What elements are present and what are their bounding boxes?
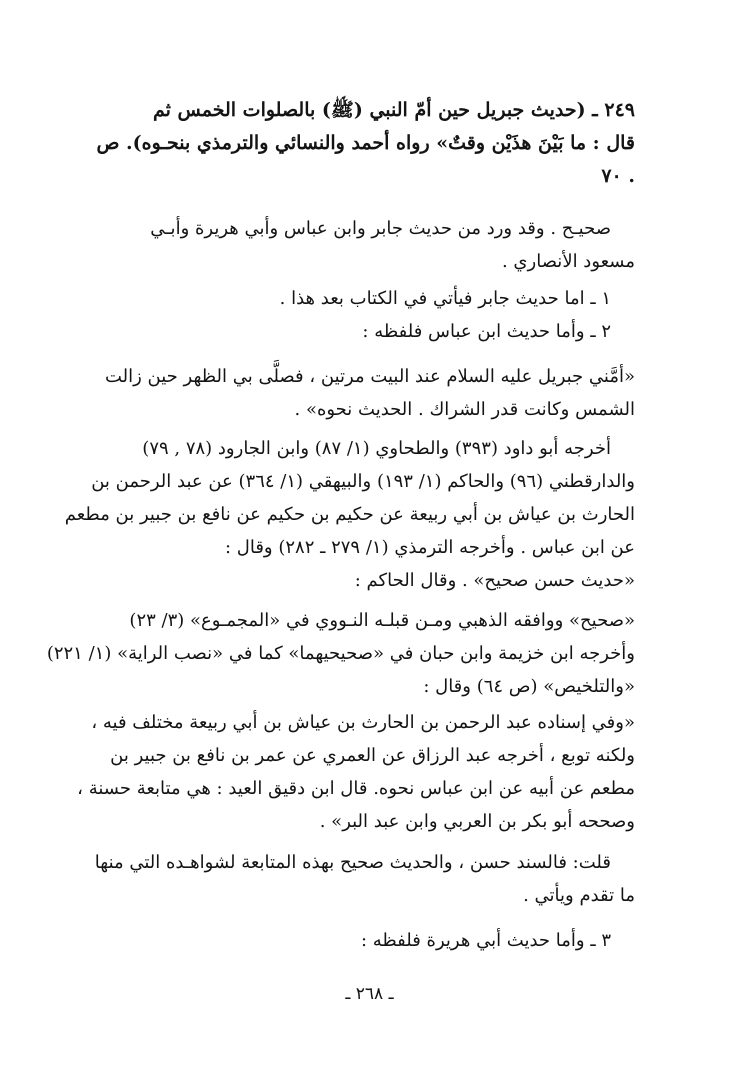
takhrij-line: الحارث بن عياش بن أبي ربيعة عن حكيم بن حكيم عن نافع بن جبير بن مطعم <box>64 504 635 525</box>
hadith-heading <box>74 94 635 193</box>
takhrij-line: أخرجه أبو داود (٣٩٣) والطحاوي (١/ ٨٧) وابن الجارود (٧٨ , ٧٩) <box>142 438 611 459</box>
quote-talkhis <box>74 706 635 838</box>
point-3-text: ٣ ـ وأما حديث أبي هريرة فلفظه : <box>360 930 611 951</box>
quote-line: «وفي إسناده عبد الرحمن بن الحارث بن عياش بن أبي ربيعة مختلف فيه ، <box>91 712 635 733</box>
takhrij-line: والدارقطني (٩٦) والحاكم (١/ ١٩٣) والبيهقي (١/ ٣٦٤) عن عبد الرحمن بن <box>91 471 635 492</box>
quote-line: وصححه أبو بكر بن العربي وابن عبد البر» . <box>319 811 635 832</box>
quote-line: ولكنه توبع ، أخرجه عبد الرزاق عن العمري عن عمر بن نافع بن جبير بن <box>110 745 635 766</box>
intro-paragraph <box>74 212 635 278</box>
point-2: ٢ ـ وأما حديث ابن عباس فلفظه : <box>362 321 611 342</box>
heading-line: . ٧٠ <box>601 165 635 187</box>
quote-line: «صحيح» ووافقه الذهبي ومـن قبلـه النـووي في «المجمـوع» (٣/ ٢٣) <box>129 610 635 631</box>
quote-line: «أمَّني جبريل عليه السلام عند البيت مرتين ، فصلَّى بي الظهر حين زالت <box>104 366 635 387</box>
author-conclusion <box>74 846 635 912</box>
takhrij-line: عن ابن عباس . وأخرجه الترمذي (١/ ٢٧٩ ـ ٢٨٢) وقال : <box>224 537 635 558</box>
conclusion-line: ما تقدم ويأتي . <box>523 885 635 906</box>
takhrij-paragraph <box>64 432 635 597</box>
quote-ibn-abbas <box>74 360 635 426</box>
point-3 <box>74 924 635 957</box>
quote-line: وأخرجه ابن خزيمة وابن حبان في «صحيحيهما» كما في «نصب الراية» (١/ ٢٢١) <box>46 643 635 664</box>
quote-line: مطعم عن أبيه عن ابن عباس نحوه. قال ابن دقيق العيد : هي متابعة حسنة ، <box>77 778 635 799</box>
points-list <box>74 282 635 348</box>
conclusion-line: قلت: فالسند حسن ، والحديث صحيح بهذه المتابعة لشواهـده التي منها <box>94 852 611 873</box>
point-1: ١ ـ اما حديث جابر فيأتي في الكتاب بعد هذا . <box>279 288 611 309</box>
intro-line: صحيـح . وقد ورد من حديث جابر وابن عباس وأبي هريرة وأبـي <box>150 218 611 239</box>
intro-line: مسعود الأنصاري . <box>501 251 635 272</box>
takhrij-line: «حديث حسن صحيح» . وقال الحاكم : <box>354 570 635 591</box>
quote-line: «والتلخيص» (ص ٦٤) وقال : <box>423 676 635 697</box>
page-number: ـ ٢٦٨ ـ <box>345 984 394 1004</box>
heading-line: ٢٤٩ ـ (حديث جبريل حين أمّ النبي (ﷺ) بالصلوات الخمس ثم <box>152 99 635 121</box>
heading-line: قال : ما بَيْنَ هذَيْن وقتٌ» رواه أحمد والنسائي والترمذي بنحـوه). ص <box>96 132 635 154</box>
quote-dhahabi <box>46 604 635 703</box>
quote-line: الشمس وكانت قدر الشراك . الحديث نحوه» . <box>294 399 635 420</box>
